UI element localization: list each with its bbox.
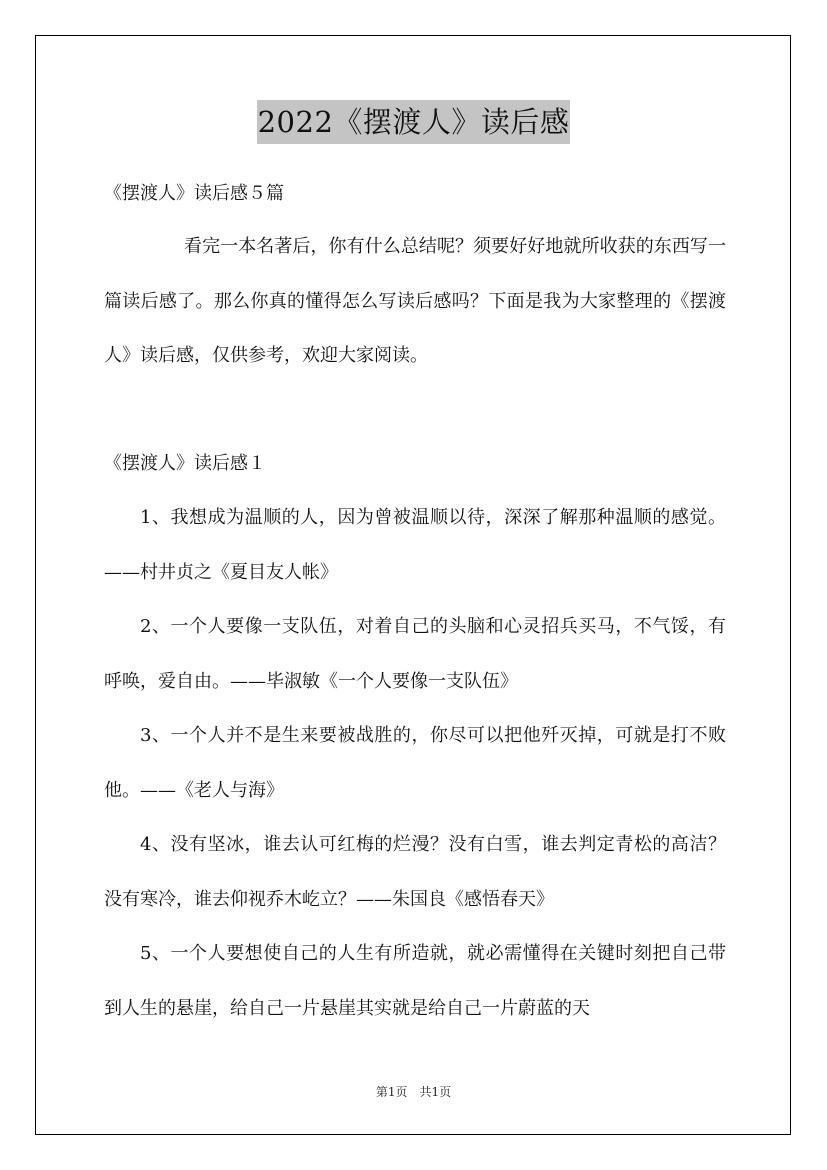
page-title: 2022《摆渡人》读后感	[257, 100, 571, 144]
intro-paragraph: 看完一本名著后，你有什么总结呢？须要好好地就所收获的东西写一篇读后感了。那么你真的懂得怎么写读后感吗？下面是我为大家整理的《摆渡人》读后感，仅供参考，欢迎大家阅读。	[104, 236, 726, 366]
document-subtitle: 《摆渡人》读后感５篇	[104, 183, 284, 204]
quote-item-3: 3、一个人并不是生来要被战胜的，你尽可以把他歼灭掉，可就是打不败他。——《老人与海》	[104, 725, 726, 801]
page-footer: 第1页 共1页	[375, 1085, 452, 1099]
section-heading: 《摆渡人》读后感１	[104, 453, 266, 474]
quote-item-2: 2、一个人要像一支队伍，对着自己的头脑和心灵招兵买马，不气馁，有呼唤，爱自由。——毕淑敏《一个人要像一支队伍》	[104, 616, 726, 692]
quote-item-5: 5、一个人要想使自己的人生有所造就，就必需懂得在关键时刻把自己带到人生的悬崖，给自己一片悬崖其实就是给自己一片蔚蓝的天	[104, 943, 726, 1019]
title-container	[0, 100, 827, 144]
quote-list	[104, 491, 726, 1036]
quote-item-4: 4、没有坚冰，谁去认可红梅的烂漫？没有白雪，谁去判定青松的高洁？没有寒冷，谁去仰视乔木屹立？——朱国良《感悟春天》	[104, 834, 726, 910]
quote-item-1: 1、我想成为温顺的人，因为曾被温顺以待，深深了解那种温顺的感觉。——村井贞之《夏目友人帐》	[104, 507, 726, 583]
